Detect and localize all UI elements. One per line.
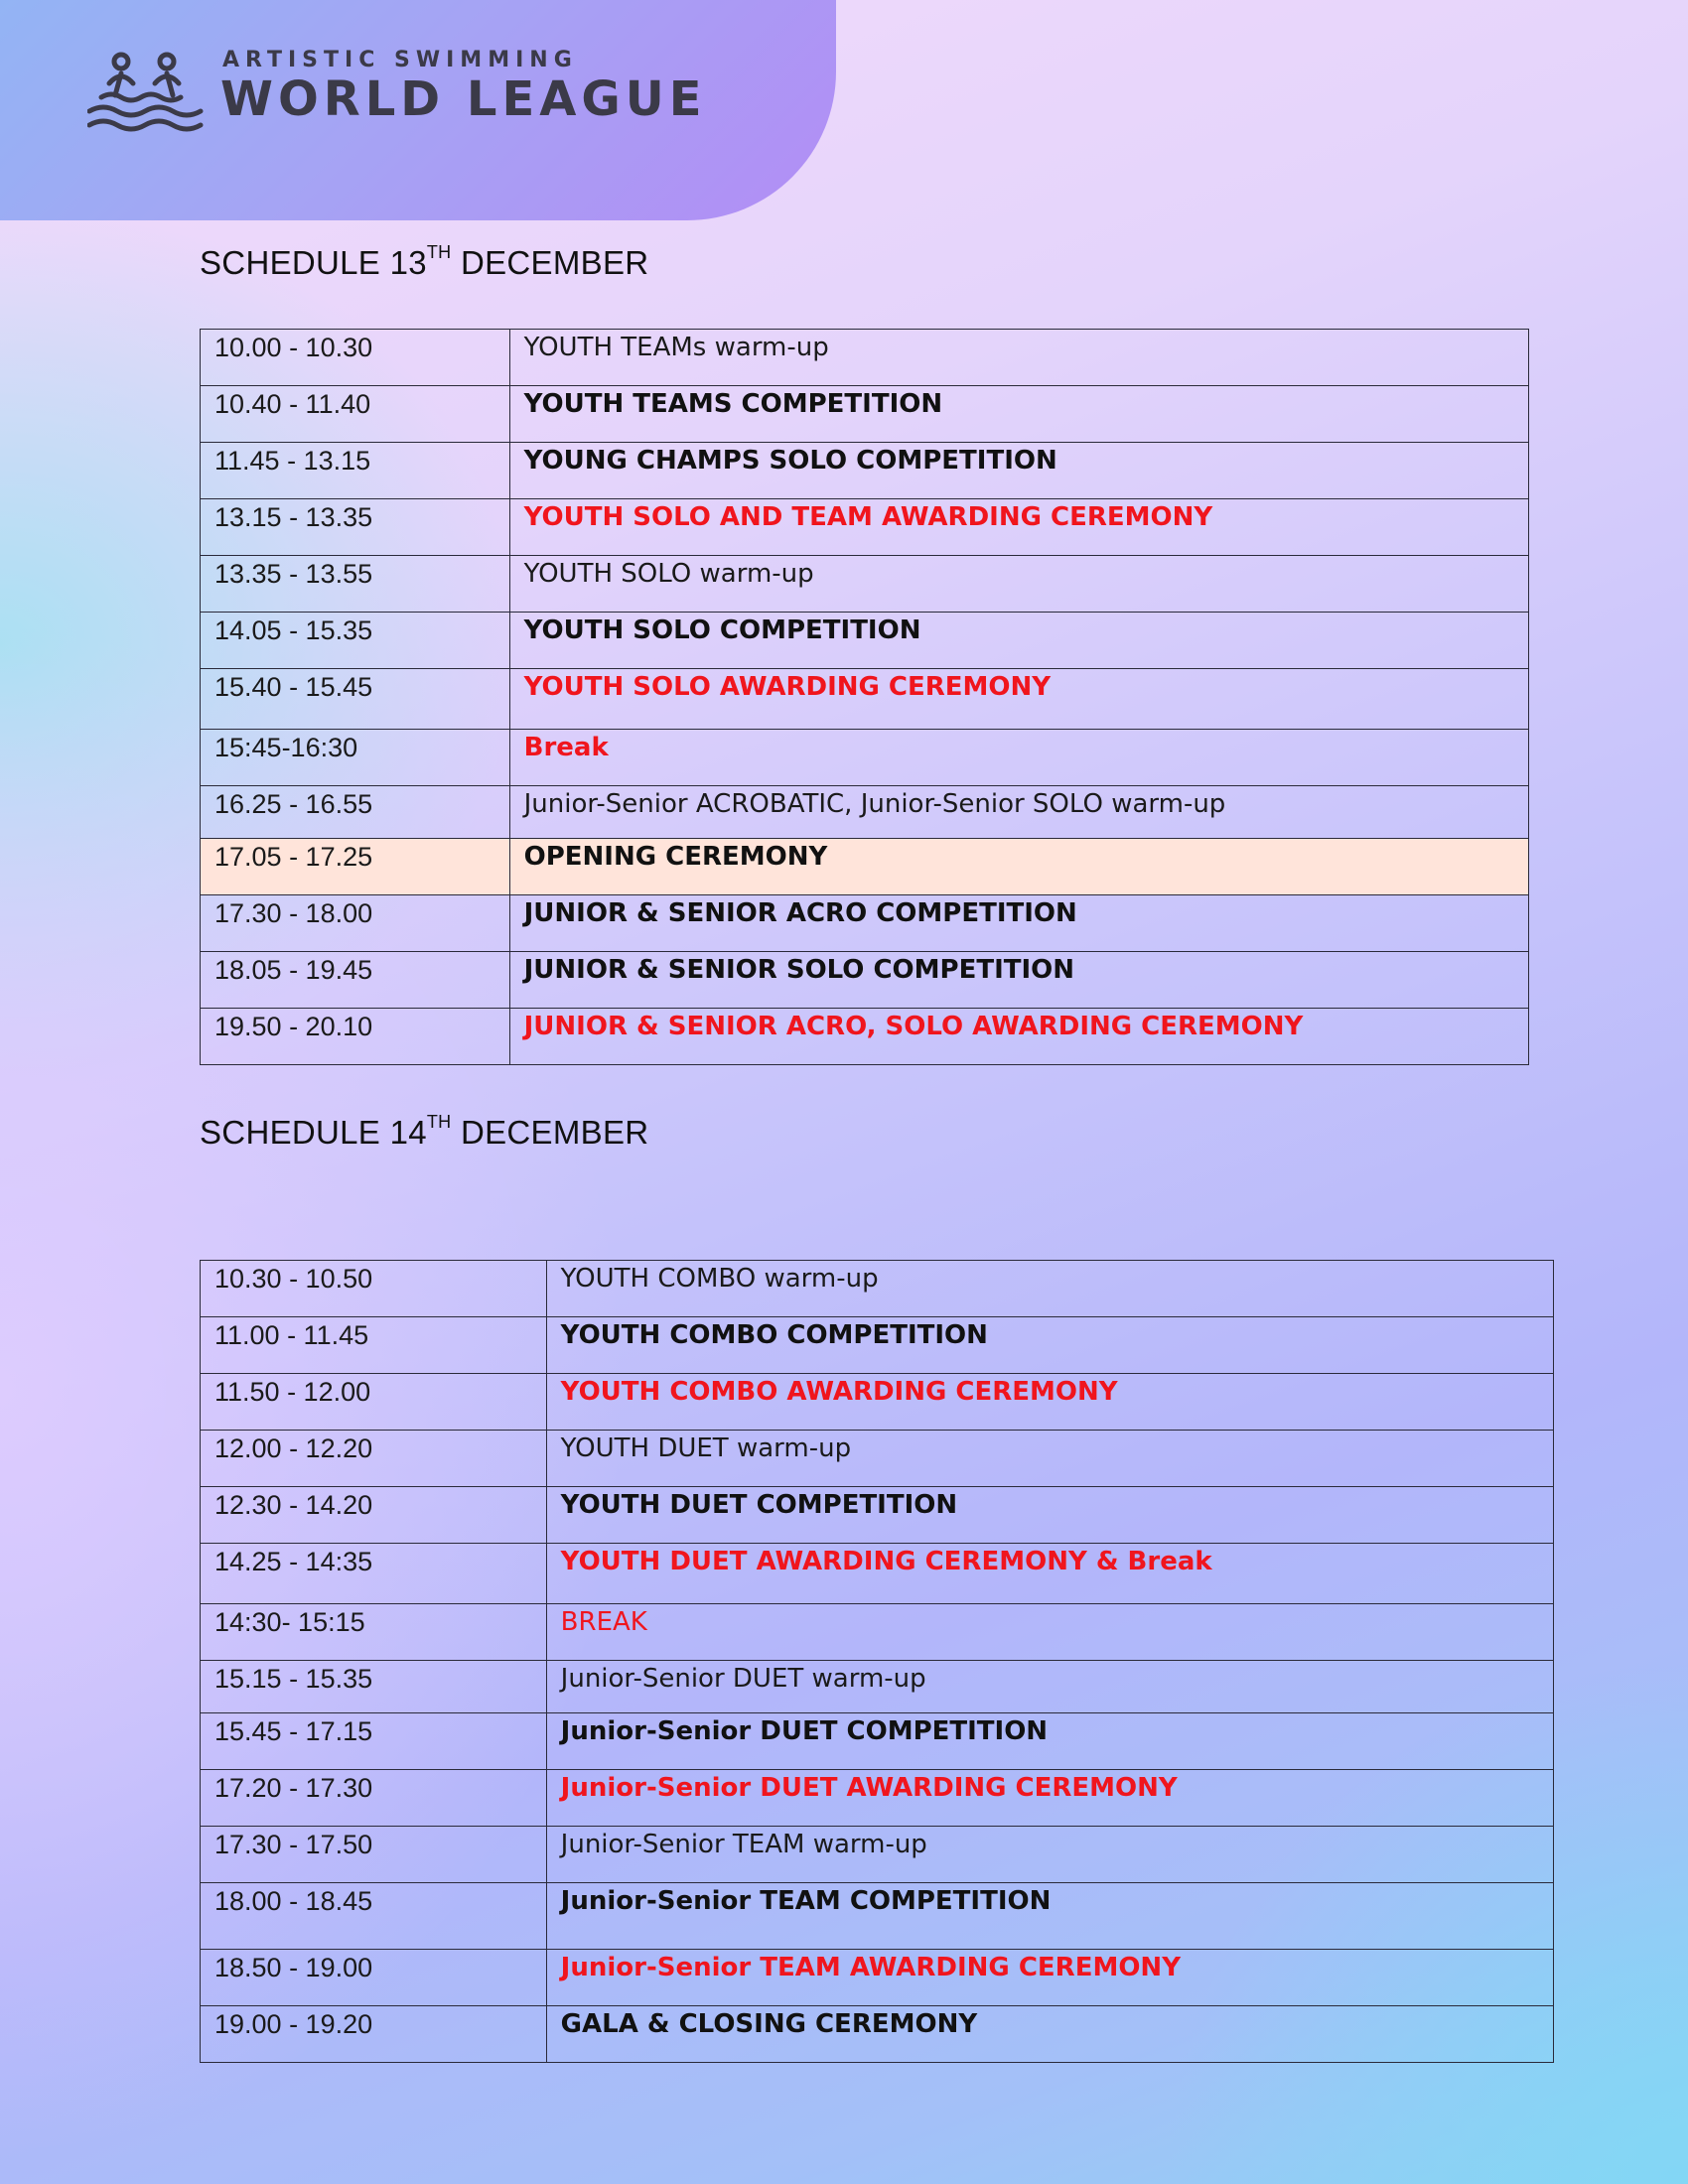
event-cell: OPENING CEREMONY bbox=[509, 839, 1528, 895]
schedule-13-title bbox=[200, 244, 648, 282]
schedule-row bbox=[201, 1604, 1554, 1661]
event-cell: Junior-Senior TEAM COMPETITION bbox=[546, 1883, 1553, 1950]
time-cell: 18.50 - 19.00 bbox=[201, 1950, 547, 2006]
schedule-14-title bbox=[200, 1114, 648, 1152]
time-cell: 14.05 - 15.35 bbox=[201, 613, 510, 669]
event-cell: JUNIOR & SENIOR ACRO COMPETITION bbox=[509, 895, 1528, 952]
schedule-row bbox=[201, 1827, 1554, 1883]
time-cell: 17.30 - 17.50 bbox=[201, 1827, 547, 1883]
time-cell: 10.00 - 10.30 bbox=[201, 330, 510, 386]
time-cell: 10.40 - 11.40 bbox=[201, 386, 510, 443]
schedule-row bbox=[201, 556, 1529, 613]
schedule-row bbox=[201, 1661, 1554, 1713]
schedule-14-table bbox=[200, 1260, 1554, 2063]
title-sup: TH bbox=[426, 242, 452, 262]
event-cell: YOUTH COMBO AWARDING CEREMONY bbox=[546, 1374, 1553, 1431]
schedule-row bbox=[201, 1374, 1554, 1431]
event-cell: Junior-Senior DUET AWARDING CEREMONY bbox=[546, 1770, 1553, 1827]
event-cell: YOUTH DUET warm-up bbox=[546, 1431, 1553, 1487]
title-sup: TH bbox=[426, 1112, 452, 1132]
schedule-row bbox=[201, 1544, 1554, 1604]
event-cell: JUNIOR & SENIOR SOLO COMPETITION bbox=[509, 952, 1528, 1009]
schedule-row bbox=[201, 613, 1529, 669]
schedule-row bbox=[201, 1950, 1554, 2006]
time-cell: 14:30- 15:15 bbox=[201, 1604, 547, 1661]
time-cell: 13.35 - 13.55 bbox=[201, 556, 510, 613]
schedule-row bbox=[201, 1770, 1554, 1827]
schedule-row bbox=[201, 786, 1529, 839]
time-cell: 17.30 - 18.00 bbox=[201, 895, 510, 952]
time-cell: 12.00 - 12.20 bbox=[201, 1431, 547, 1487]
schedule-row bbox=[201, 895, 1529, 952]
event-cell: YOUTH SOLO COMPETITION bbox=[509, 613, 1528, 669]
event-cell: Break bbox=[509, 730, 1528, 786]
event-cell: Junior-Senior DUET COMPETITION bbox=[546, 1713, 1553, 1770]
event-cell: Junior-Senior ACROBATIC, Junior-Senior SOLO warm-up bbox=[509, 786, 1528, 839]
schedule-row bbox=[201, 952, 1529, 1009]
time-cell: 19.00 - 19.20 bbox=[201, 2006, 547, 2063]
event-cell: YOUTH SOLO AND TEAM AWARDING CEREMONY bbox=[509, 499, 1528, 556]
logo-subtitle: ARTISTIC SWIMMING bbox=[222, 48, 578, 72]
logo bbox=[87, 44, 743, 133]
schedule-row bbox=[201, 730, 1529, 786]
schedule-row bbox=[201, 1317, 1554, 1374]
time-cell: 12.30 - 14.20 bbox=[201, 1487, 547, 1544]
title-suffix: DECEMBER bbox=[451, 1114, 649, 1151]
schedule-row bbox=[201, 499, 1529, 556]
event-cell: YOUTH SOLO AWARDING CEREMONY bbox=[509, 669, 1528, 730]
event-cell: Junior-Senior TEAM warm-up bbox=[546, 1827, 1553, 1883]
schedule-row bbox=[201, 1883, 1554, 1950]
time-cell: 11.00 - 11.45 bbox=[201, 1317, 547, 1374]
event-cell: YOUNG CHAMPS SOLO COMPETITION bbox=[509, 443, 1528, 499]
time-cell: 15.45 - 17.15 bbox=[201, 1713, 547, 1770]
schedule-row bbox=[201, 1487, 1554, 1544]
event-cell: YOUTH TEAMS COMPETITION bbox=[509, 386, 1528, 443]
time-cell: 10.30 - 10.50 bbox=[201, 1261, 547, 1317]
event-cell: YOUTH SOLO warm-up bbox=[509, 556, 1528, 613]
time-cell: 15.15 - 15.35 bbox=[201, 1661, 547, 1713]
schedule-row bbox=[201, 839, 1529, 895]
title-prefix: SCHEDULE 13 bbox=[200, 244, 427, 281]
event-cell: GALA & CLOSING CEREMONY bbox=[546, 2006, 1553, 2063]
time-cell: 11.50 - 12.00 bbox=[201, 1374, 547, 1431]
schedule-row bbox=[201, 1713, 1554, 1770]
schedule-row bbox=[201, 443, 1529, 499]
event-cell: YOUTH COMBO warm-up bbox=[546, 1261, 1553, 1317]
event-cell: YOUTH COMBO COMPETITION bbox=[546, 1317, 1553, 1374]
time-cell: 11.45 - 13.15 bbox=[201, 443, 510, 499]
title-prefix: SCHEDULE 14 bbox=[200, 1114, 427, 1151]
time-cell: 13.15 - 13.35 bbox=[201, 499, 510, 556]
time-cell: 18.00 - 18.45 bbox=[201, 1883, 547, 1950]
event-cell: Junior-Senior TEAM AWARDING CEREMONY bbox=[546, 1950, 1553, 2006]
schedule-row bbox=[201, 669, 1529, 730]
schedule-row bbox=[201, 1261, 1554, 1317]
event-cell: YOUTH DUET AWARDING CEREMONY & Break bbox=[546, 1544, 1553, 1604]
event-cell: BREAK bbox=[546, 1604, 1553, 1661]
time-cell: 18.05 - 19.45 bbox=[201, 952, 510, 1009]
event-cell: JUNIOR & SENIOR ACRO, SOLO AWARDING CEREMONY bbox=[509, 1009, 1528, 1065]
time-cell: 17.20 - 17.30 bbox=[201, 1770, 547, 1827]
schedule-row bbox=[201, 1431, 1554, 1487]
time-cell: 15.40 - 15.45 bbox=[201, 669, 510, 730]
time-cell: 17.05 - 17.25 bbox=[201, 839, 510, 895]
time-cell: 15:45-16:30 bbox=[201, 730, 510, 786]
time-cell: 16.25 - 16.55 bbox=[201, 786, 510, 839]
title-suffix: DECEMBER bbox=[451, 244, 649, 281]
swimmers-logo-icon bbox=[87, 48, 211, 133]
schedule-row bbox=[201, 2006, 1554, 2063]
logo-title: WORLD LEAGUE bbox=[220, 71, 707, 127]
schedule-13-table bbox=[200, 329, 1529, 1065]
event-cell: YOUTH DUET COMPETITION bbox=[546, 1487, 1553, 1544]
event-cell: YOUTH TEAMs warm-up bbox=[509, 330, 1528, 386]
time-cell: 19.50 - 20.10 bbox=[201, 1009, 510, 1065]
schedule-row bbox=[201, 330, 1529, 386]
schedule-row bbox=[201, 1009, 1529, 1065]
time-cell: 14.25 - 14:35 bbox=[201, 1544, 547, 1604]
event-cell: Junior-Senior DUET warm-up bbox=[546, 1661, 1553, 1713]
schedule-row bbox=[201, 386, 1529, 443]
